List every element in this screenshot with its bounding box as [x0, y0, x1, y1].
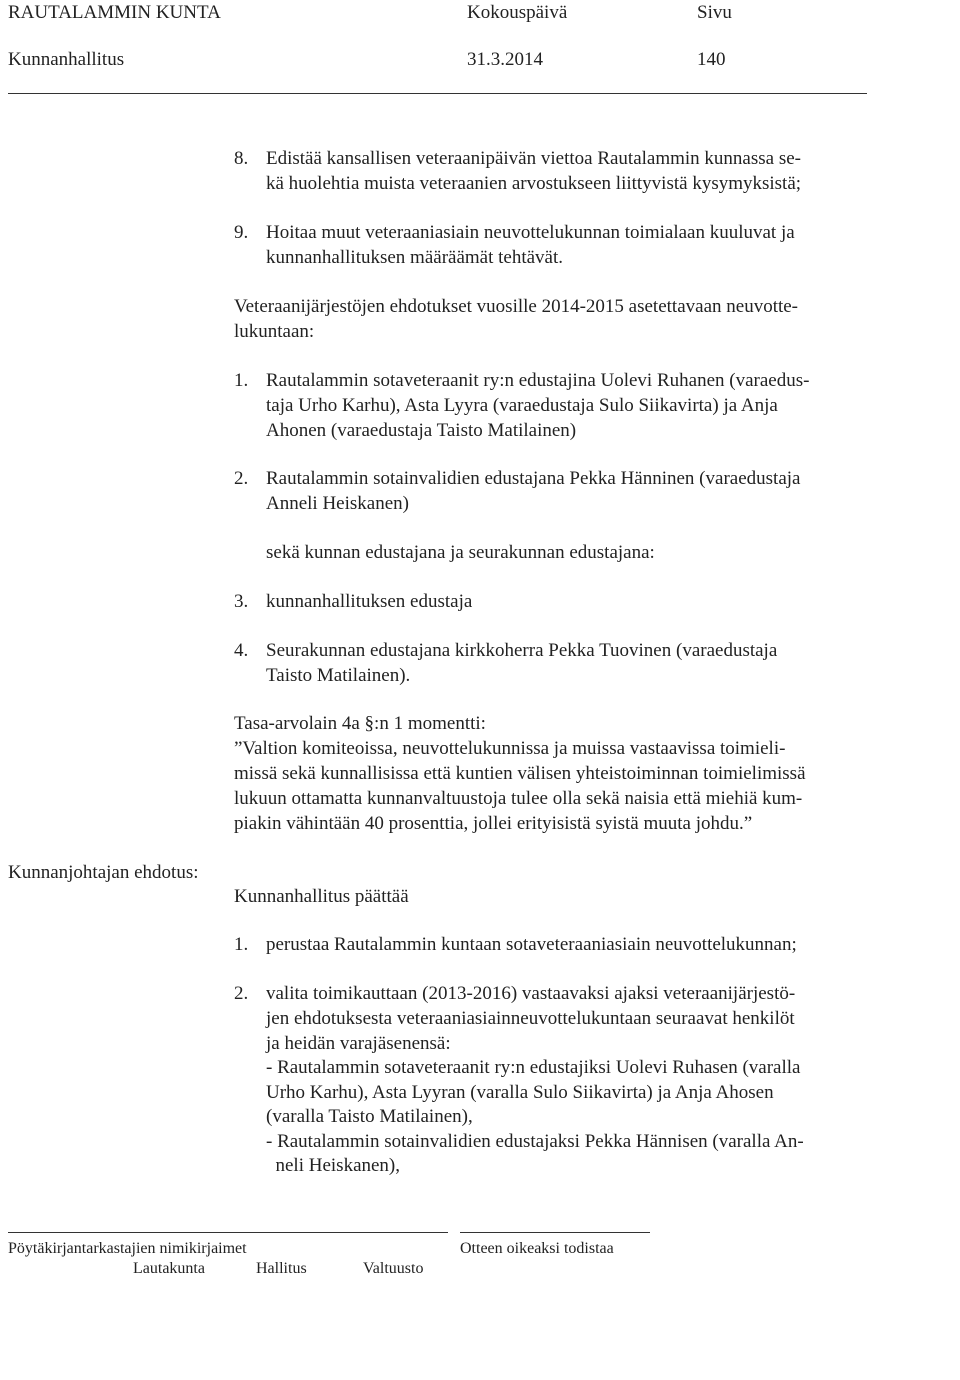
list-number: 1.: [234, 934, 249, 955]
list-number: 2.: [234, 983, 249, 1004]
list-item-line: Rautalammin sotainvalidien edustajana Pekka Hänninen (varaedustaja: [266, 468, 801, 489]
paragraph-line: sekä kunnan edustajana ja seurakunnan edustajana:: [266, 542, 655, 563]
list-item-line: neli Heiskanen),: [266, 1155, 401, 1176]
certified-label: Otteen oikeaksi todistaa: [460, 1240, 614, 1257]
list-number: 3.: [234, 591, 249, 612]
quote-heading: Tasa-arvolain 4a §:n 1 momentti:: [234, 713, 486, 734]
quote-line: ”Valtion komiteoissa, neuvottelukunnissa ja muissa vastaavissa toimieli-: [234, 738, 786, 759]
page-label: Sivu: [697, 2, 732, 23]
quote-line: missä sekä kunnallisissa että kuntien välisen yhteistoiminnan toimielimissä: [234, 763, 806, 784]
org-name: RAUTALAMMIN KUNTA: [8, 2, 221, 23]
footer-column-valtuusto: Valtuusto: [363, 1260, 424, 1277]
list-number: 8.: [234, 148, 249, 169]
list-item-line: kunnanhallituksen edustaja: [266, 591, 473, 612]
signatures-label: Pöytäkirjantarkastajien nimikirjaimet: [8, 1240, 247, 1257]
paragraph-line: lukuntaan:: [234, 321, 315, 342]
list-number: 1.: [234, 370, 249, 391]
list-item-line: Urho Karhu), Asta Lyyran (varalla Sulo Siikavirta) ja Anja Ahosen: [266, 1082, 774, 1103]
proposal-label: Kunnanjohtajan ehdotus:: [8, 862, 199, 883]
list-item-line: kä huolehtia muista veteraanien arvostukseen liittyvistä kysymyksistä;: [266, 173, 802, 194]
list-number: 4.: [234, 640, 249, 661]
list-item-line: jen ehdotuksesta veteraaniasiainneuvottelukuntaan seuraavat henkilöt: [266, 1008, 795, 1029]
quote-line: lukuun ottamatta kunnanvaltuustoja tulee olla sekä naisia että miehiä kum-: [234, 788, 803, 809]
list-item-line: Edistää kansallisen veteraanipäivän viettoa Rautalammin kunnassa se-: [266, 148, 801, 169]
list-item-line: taja Urho Karhu), Asta Lyyra (varaedustaja Sulo Siikavirta) ja Anja: [266, 395, 778, 416]
list-item-line: perustaa Rautalammin kuntaan sotaveteraaniasiain neuvottelukunnan;: [266, 934, 797, 955]
body-name: Kunnanhallitus: [8, 49, 125, 70]
list-item-line: - Rautalammin sotaveteraanit ry:n edustajiksi Uolevi Ruhasen (varalla: [266, 1057, 801, 1078]
paragraph-line: Veteraanijärjestöjen ehdotukset vuosille 2014-2015 asetettavaan neuvotte-: [234, 296, 799, 317]
list-item-line: Hoitaa muut veteraaniasiain neuvottelukunnan toimialaan kuuluvat ja: [266, 222, 795, 243]
list-item-line: valita toimikauttaan (2013-2016) vastaavaksi ajaksi veteraanijärjestö-: [266, 983, 796, 1004]
meeting-date: 31.3.2014: [467, 49, 543, 70]
list-item-line: Rautalammin sotaveteraanit ry:n edustajina Uolevi Ruhanen (varaedus-: [266, 370, 810, 391]
footer-rule-left: [8, 1232, 448, 1233]
list-item-line: (varalla Taisto Matilainen),: [266, 1106, 473, 1127]
footer-column-hallitus: Hallitus: [256, 1260, 307, 1277]
footer-column-lautakunta: Lautakunta: [133, 1260, 205, 1277]
list-item-line: kunnanhallituksen määräämät tehtävät.: [266, 247, 564, 268]
decision-heading: Kunnanhallitus päättää: [234, 886, 409, 907]
list-item-line: Taisto Matilainen).: [266, 665, 411, 686]
header-rule: [8, 93, 867, 94]
quote-line: piakin vähintään 40 prosenttia, jollei erityisistä syistä muuta johdu.”: [234, 813, 753, 834]
list-number: 9.: [234, 222, 249, 243]
page-number: 140: [697, 49, 726, 70]
list-item-line: ja heidän varajäsenensä:: [266, 1033, 451, 1054]
list-item-line: - Rautalammin sotainvalidien edustajaksi Pekka Hännisen (varalla An-: [266, 1131, 804, 1152]
list-number: 2.: [234, 468, 249, 489]
list-item-line: Seurakunnan edustajana kirkkoherra Pekka Tuovinen (varaedustaja: [266, 640, 778, 661]
footer-rule-right: [460, 1232, 650, 1233]
date-label: Kokouspäivä: [467, 2, 568, 23]
list-item-line: Anneli Heiskanen): [266, 493, 409, 514]
list-item-line: Ahonen (varaedustaja Taisto Matilainen): [266, 420, 577, 441]
